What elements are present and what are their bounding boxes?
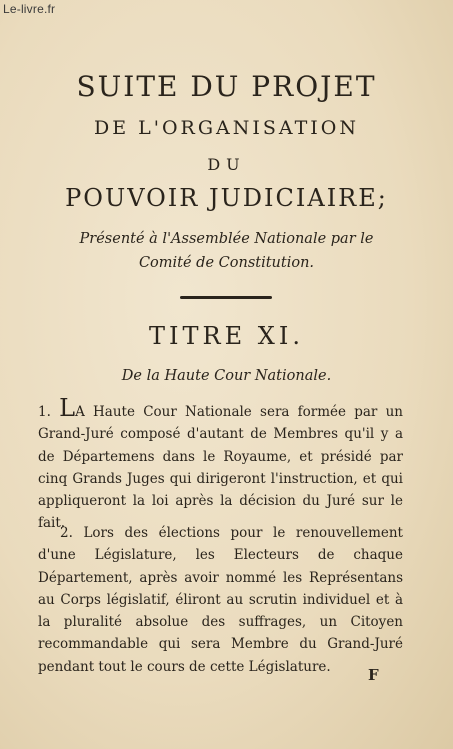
- titre-heading: TITRE XI.: [149, 322, 304, 350]
- signature-mark: F: [368, 666, 379, 684]
- article-1-text: A Haute Cour Nationale sera formée par un Grand-Juré composé d'autant de Membres qu'il y a de Départemens dans le Royaume, et présidé par cinq Grands Juges qui dirigeront l'instruction, et qui appliqueront la loi après la décision du Juré sur le fait.: [38, 404, 403, 532]
- article-2-text: Lors des élections pour le renouvellement d'une Législature, les Electeurs de chaque Département, après avoir nommé les Représentans au Corps législatif, éliront au scrutin individuel et à la pluralité absolue des suffrages, un Citoyen recommandable qui sera Membre du Grand-Juré pendant tout le cours de cette Législature.: [38, 525, 403, 675]
- title-line-2: DE L'ORGANISATION: [94, 117, 359, 139]
- presented-line-2: Comité de Constitution.: [138, 255, 315, 271]
- article-1-dropcap: L: [59, 394, 76, 422]
- decorative-rule: [180, 296, 272, 299]
- article-2-number: 2.: [60, 525, 73, 541]
- article-1: [38, 394, 403, 535]
- article-2: [38, 522, 403, 678]
- title-line-3: DU: [207, 155, 246, 174]
- watermark-stamp: Le-livre.fr: [3, 2, 56, 16]
- title-line-4: POUVOIR JUDICIAIRE;: [65, 184, 388, 212]
- title-line-1: SUITE DU PROJET: [76, 70, 377, 103]
- article-1-number: 1.: [38, 404, 51, 420]
- section-title: De la Haute Cour Nationale.: [121, 368, 332, 384]
- presented-line-1: Présenté à l'Assemblée Nationale par le: [79, 231, 374, 247]
